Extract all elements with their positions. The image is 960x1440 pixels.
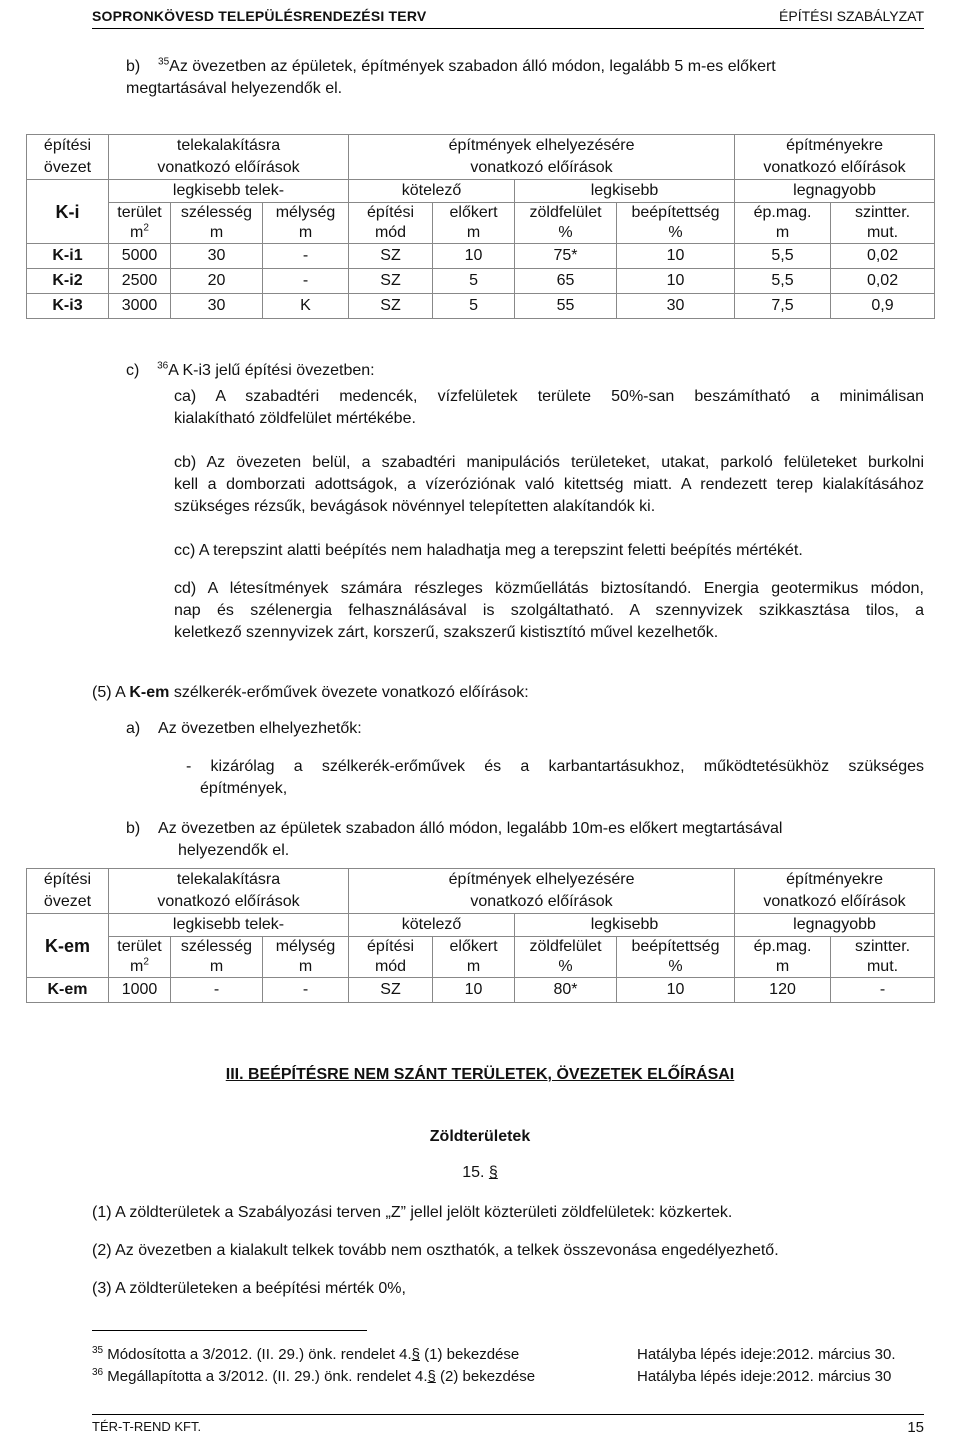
footnote-text: (1) bekezdése (420, 1346, 520, 1363)
paragraph-5 (92, 682, 922, 704)
unit-cell: % (617, 957, 735, 978)
item-label: b) (126, 58, 141, 75)
table-cell: - (263, 978, 349, 1003)
table-cell: 20 (171, 269, 263, 294)
table-cell: 65 (515, 269, 617, 294)
header-cell: építményekre (735, 869, 935, 892)
unit-cell: m (263, 223, 349, 244)
table-cell: 120 (735, 978, 831, 1003)
zone-code: K-i3 (27, 294, 109, 319)
table-cell: 30 (617, 294, 735, 319)
header-cell: terület (109, 203, 171, 224)
table-cell: 10 (617, 244, 735, 269)
header-cell: beépítettség (617, 203, 735, 224)
table-cell: 5,5 (735, 244, 831, 269)
unit-cell: mód (349, 223, 433, 244)
table-cell: 5 (433, 269, 515, 294)
table-cell: 80* (515, 978, 617, 1003)
footnote-text: Módosította a 3/2012. (II. 29.) önk. rendelet 4. (107, 1346, 412, 1363)
paragraph-num: 15. (462, 1164, 485, 1181)
item-label: a) (126, 720, 141, 737)
text-line: kell a domborzati adottságok, a vízeróziónak való kitettség miatt. A rendezett terep kialakításához (174, 476, 924, 493)
paragraph-number (0, 1164, 960, 1182)
table-cell: 1000 (109, 978, 171, 1003)
header-cell: legkisebb telek- (109, 180, 349, 203)
table-cell: 3000 (109, 294, 171, 319)
unit-cell: m (735, 223, 831, 244)
paragraph-b (126, 56, 926, 100)
header-cell: vonatkozó előírások (109, 157, 349, 180)
page-number: 15 (907, 1419, 924, 1436)
table-cell: 0,02 (831, 269, 935, 294)
unit-cell: $m^2$ (109, 223, 171, 244)
header-cell: építési (27, 135, 109, 158)
zone-code: K-i2 (27, 269, 109, 294)
header-cell: zöldfelület (515, 937, 617, 958)
footnote-ref: 36 (157, 360, 169, 372)
header-cell: beépítettség (617, 937, 735, 958)
header-cell: vonatkozó előírások (735, 891, 935, 914)
paragraph-text: helyezendők el. (178, 842, 290, 859)
header-cell: legkisebb (515, 180, 735, 203)
unit-cell: m (171, 223, 263, 244)
section-title: III. BEÉPÍTÉSRE NEM SZÁNT TERÜLETEK, ÖVEZETEK ELŐÍRÁSAI (225, 1066, 735, 1083)
table-cell: - (263, 244, 349, 269)
unit-cell: m (433, 957, 515, 978)
header-cell: építési (27, 869, 109, 892)
header-cell: telekalakításra (109, 869, 349, 892)
list-item (186, 756, 924, 800)
zone-table-ki (26, 134, 935, 319)
unit-cell: m (263, 957, 349, 978)
item-label: c) (126, 362, 140, 379)
text-line: (5) A (92, 684, 130, 701)
header-cell: vonatkozó előírások (349, 891, 735, 914)
footnote-text: (2) bekezdése (435, 1368, 536, 1385)
footnote (92, 1366, 932, 1388)
paragraph-sign: § (427, 1368, 436, 1385)
header-cell: szélesség (171, 203, 263, 224)
paragraph-c (126, 360, 926, 382)
unit-cell: % (515, 957, 617, 978)
table-cell: 0,9 (831, 294, 935, 319)
table-cell: - (831, 978, 935, 1003)
paragraph-text: Az övezetben az épületek, építmények szabadon álló módon, legalább 5 m-es előkert (169, 58, 776, 75)
table-row (27, 244, 935, 269)
header-cell: építmények elhelyezésére (349, 869, 735, 892)
text-line: cd) A létesítmények számára részleges közműellátás biztosítandó. Energia geotermikus módon, (174, 580, 924, 597)
list-item: (1) A zöldterületek a Szabályozási terven „Z” jellel jelölt közterületi zöldfelületek: közkertek. (92, 1204, 733, 1221)
header-cell: szintter. (831, 937, 935, 958)
paragraph-text: Az övezetben elhelyezhetők: (158, 720, 362, 737)
table-cell: 5000 (109, 244, 171, 269)
table-cell: SZ (349, 269, 433, 294)
header-cell: legkisebb (515, 914, 735, 937)
header-cell: legkisebb telek- (109, 914, 349, 937)
table-cell: 75* (515, 244, 617, 269)
table-row (27, 269, 935, 294)
text-line: kialakítható zöldfelület mértékébe. (174, 410, 416, 427)
unit-cell: m (171, 957, 263, 978)
header-cell: építési (349, 203, 433, 224)
header-cell: kötelező (349, 180, 515, 203)
zone-code: K-em (27, 978, 109, 1003)
header-cell: építési (349, 937, 433, 958)
footnote-ref: 35 (158, 56, 170, 68)
subitem-cb (174, 452, 924, 518)
header-cell: szintter. (831, 203, 935, 224)
table-cell: 0,02 (831, 244, 935, 269)
paragraph-5a (126, 718, 926, 740)
paragraph-sign: § (488, 1164, 498, 1181)
footnote-separator (92, 1330, 367, 1331)
zone-code: K-em (129, 684, 170, 701)
unit-cell: mut. (831, 223, 935, 244)
table-cell: 30 (171, 294, 263, 319)
table-cell: 10 (433, 978, 515, 1003)
footnote (92, 1344, 932, 1366)
table-cell: 7,5 (735, 294, 831, 319)
header-cell: mélység (263, 203, 349, 224)
unit-cell: % (515, 223, 617, 244)
header-cell: legnagyobb (735, 914, 935, 937)
header-cell: terület (109, 937, 171, 958)
header-cell: legnagyobb (735, 180, 935, 203)
unit-cell: % (617, 223, 735, 244)
table-cell: 10 (617, 269, 735, 294)
unit-cell: mód (349, 957, 433, 978)
table-row (27, 978, 935, 1003)
document-title: SOPRONKÖVESD TELEPÜLÉSRENDEZÉSI TERV (92, 8, 427, 24)
table-cell: - (263, 269, 349, 294)
text-line: - kizárólag a szélkerék-erőművek és a karbantartásukhoz, működtetésükhöz szükséges (186, 758, 924, 775)
table-cell: SZ (349, 978, 433, 1003)
header-cell: vonatkozó előírások (735, 157, 935, 180)
header-cell: telekalakításra (109, 135, 349, 158)
header-cell: építményekre (735, 135, 935, 158)
subsection-title: Zöldterületek (429, 1128, 531, 1145)
header-cell: építmények elhelyezésére (349, 135, 735, 158)
unit-cell: m (433, 223, 515, 244)
paragraph-sign: § (411, 1346, 420, 1363)
unit-cell: $m^2$ (109, 957, 171, 978)
zone-code: K-i1 (27, 244, 109, 269)
header-cell: ép.mag. (735, 203, 831, 224)
header-cell: mélység (263, 937, 349, 958)
footnote-num: 35 (92, 1345, 104, 1356)
header-cell: övezet (27, 157, 109, 180)
table-cell: SZ (349, 244, 433, 269)
text-line: cb) Az övezeten belül, a szabadtéri manipulációs területeket, utakat, parkoló felületeket burkolni (174, 454, 924, 471)
item-label: b) (126, 820, 141, 837)
subitem-cd (174, 578, 924, 644)
footnote-text: Megállapította a 3/2012. (II. 29.) önk. rendelet 4. (107, 1368, 428, 1385)
header-cell: ép.mag. (735, 937, 831, 958)
text-line: ca) A szabadtéri medencék, vízfelületek területe 50%-san beszámítható a minimálisan (174, 388, 924, 405)
text-line: szükséges rézsűk, bevágások növénnyel telepítetten alakítandók ki. (174, 498, 656, 515)
page-footer (92, 1414, 924, 1436)
table-cell: 2500 (109, 269, 171, 294)
unit-cell: m (735, 957, 831, 978)
paragraph-text: megtartásával helyezendők el. (126, 80, 343, 97)
header-cell: zöldfelület (515, 203, 617, 224)
footnote-effective: Hatályba lépés ideje:2012. március 30. (637, 1346, 896, 1363)
paragraph-text: Az övezetben az épületek szabadon álló módon, legalább 10m-es előkert megtartásával (158, 820, 783, 837)
text-line: nap és szélenergia felhasználásával is szolgáltatható. A szennyvizek szikkasztása tilos, a (174, 602, 924, 619)
table-cell: 5,5 (735, 269, 831, 294)
paragraph-text: A K-i3 jelű építési övezetben: (168, 362, 375, 379)
table-cell: 5 (433, 294, 515, 319)
table-cell: K (263, 294, 349, 319)
zone-table-kem (26, 868, 935, 1003)
table-row (27, 294, 935, 319)
zone-code: K-em (27, 914, 109, 978)
header-cell: kötelező (349, 914, 515, 937)
header-cell: előkert (433, 937, 515, 958)
text-line: szélkerék-erőművek övezete vonatkozó előírások: (169, 684, 529, 701)
zone-code: K-i (27, 180, 109, 244)
header-cell: előkert (433, 203, 515, 224)
table-cell: 10 (617, 978, 735, 1003)
footnote-num: 36 (92, 1367, 104, 1378)
paragraph-5b (126, 818, 926, 862)
table-cell: 10 (433, 244, 515, 269)
list-item: (3) A zöldterületeken a beépítési mérték 0%, (92, 1280, 406, 1297)
table-cell: 55 (515, 294, 617, 319)
list-item: (2) Az övezetben a kialakult telkek tovább nem oszthatók, a telkek összevonása engedélyezhető. (92, 1242, 779, 1259)
header-cell: vonatkozó előírások (109, 891, 349, 914)
header-cell: vonatkozó előírások (349, 157, 735, 180)
subitem-cc (174, 540, 924, 562)
subitem-ca (174, 386, 924, 430)
company-name: TÉR-T-REND KFT. (92, 1419, 202, 1434)
table-cell: 30 (171, 244, 263, 269)
footnote-effective: Hatályba lépés ideje:2012. március 30 (637, 1368, 892, 1385)
text-line: keletkező szennyvizek zárt, korszerű, szakszerű kistisztító művel kezelhetők. (174, 624, 719, 641)
page-header (92, 6, 924, 29)
table-cell: - (171, 978, 263, 1003)
table-cell: SZ (349, 294, 433, 319)
text-line: építmények, (200, 780, 288, 797)
header-cell: szélesség (171, 937, 263, 958)
header-cell: övezet (27, 891, 109, 914)
section-name: ÉPÍTÉSI SZABÁLYZAT (779, 8, 924, 24)
unit-cell: mut. (831, 957, 935, 978)
text-line: cc) A terepszint alatti beépítés nem haladhatja meg a terepszint feletti beépítés mértékét. (174, 542, 803, 559)
